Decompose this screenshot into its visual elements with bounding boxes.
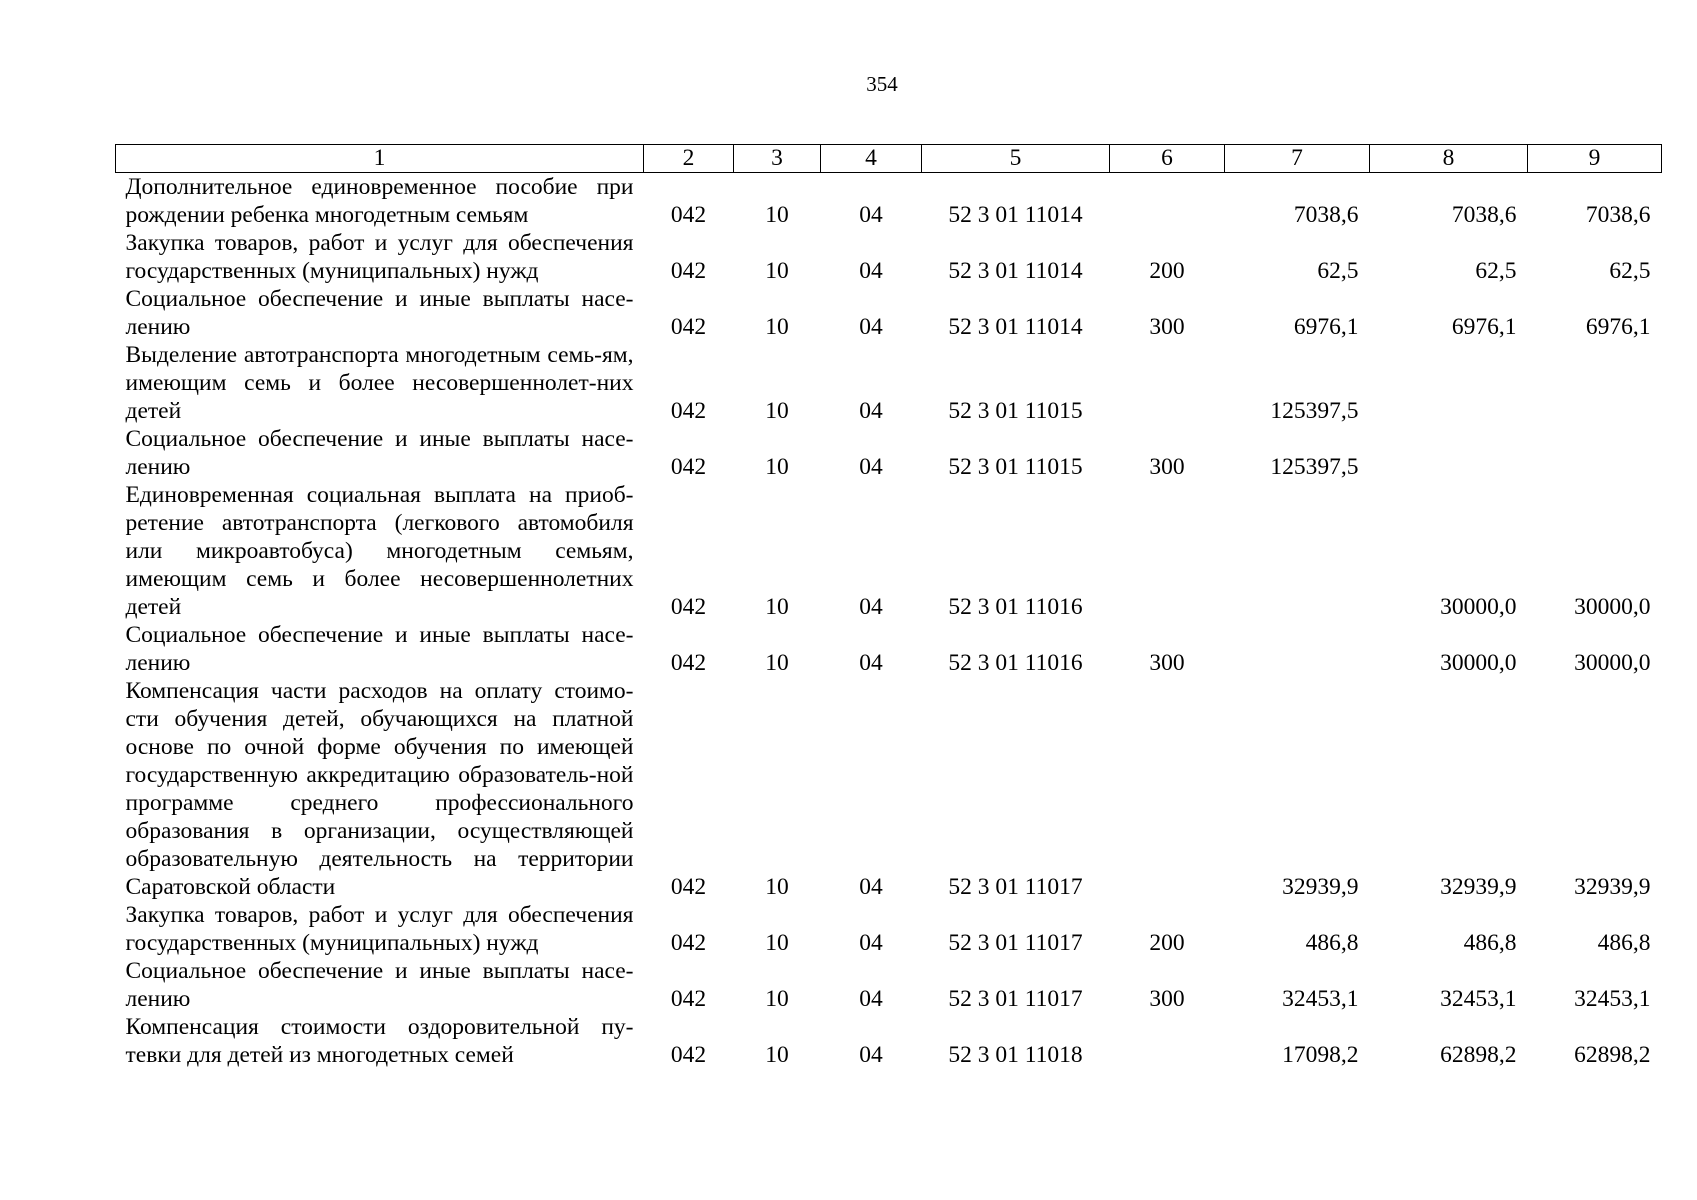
amount-col-8: 6976,1 xyxy=(1451,314,1517,340)
table-row xyxy=(116,173,1662,230)
section-code: 10 xyxy=(765,986,789,1012)
amount-col-8: 486,8 xyxy=(1463,930,1517,956)
amount-col-7: 486,8 xyxy=(1305,930,1359,956)
subsection-code: 04 xyxy=(859,454,883,480)
target-article-code: 52 3 01 11017 xyxy=(948,874,1083,900)
table-row xyxy=(116,1013,1662,1069)
subsection-code: 04 xyxy=(859,202,883,228)
section-code: 10 xyxy=(765,874,789,900)
column-header: 4 xyxy=(821,145,922,173)
amount-col-7: 62,5 xyxy=(1317,258,1359,284)
section-code: 10 xyxy=(765,650,789,676)
amount-col-7: 32453,1 xyxy=(1282,986,1359,1012)
target-article-code: 52 3 01 11014 xyxy=(948,258,1083,284)
subsection-code: 04 xyxy=(859,986,883,1012)
row-name: Выделение автотранспорта многодетным семь-ям, имеющим семь и более несовершеннолет-них детей xyxy=(125,342,634,424)
amount-col-9: 30000,0 xyxy=(1574,650,1651,676)
expense-type-code xyxy=(1110,1013,1225,1069)
table-row xyxy=(116,285,1662,341)
row-name: Компенсация части расходов на оплату стоимо-сти обучения детей, обучающихся на платной основе по очной форме обучения по имеющей государственную аккредитацию образователь-ной программе среднего профессионального образования в организации, осуществляющей образовательную деятельность на территории Саратовской области xyxy=(125,678,634,900)
subsection-code: 04 xyxy=(859,594,883,620)
admin-code: 042 xyxy=(670,650,707,676)
target-article-code: 52 3 01 11018 xyxy=(948,1042,1083,1068)
expense-type-code: 200 xyxy=(1149,258,1185,284)
table-row xyxy=(116,621,1662,677)
target-article-code: 52 3 01 11016 xyxy=(948,594,1083,620)
column-header: 3 xyxy=(734,145,821,173)
section-code: 10 xyxy=(765,1042,789,1068)
target-article-code: 52 3 01 11017 xyxy=(948,986,1083,1012)
admin-code: 042 xyxy=(670,454,707,480)
expense-type-code: 300 xyxy=(1149,650,1185,676)
amount-col-7: 6976,1 xyxy=(1293,314,1359,340)
section-code: 10 xyxy=(765,398,789,424)
admin-code: 042 xyxy=(670,594,707,620)
amount-col-8 xyxy=(1370,341,1528,425)
amount-col-9: 7038,6 xyxy=(1585,202,1651,228)
amount-col-9: 6976,1 xyxy=(1585,314,1651,340)
row-name: Социальное обеспечение и иные выплаты насе-лению xyxy=(125,286,634,340)
amount-col-9: 32453,1 xyxy=(1574,986,1651,1012)
column-header: 9 xyxy=(1528,145,1662,173)
expense-type-code: 300 xyxy=(1149,986,1185,1012)
row-name: Социальное обеспечение и иные выплаты насе-лению xyxy=(125,426,634,480)
budget-table xyxy=(115,144,1662,1069)
subsection-code: 04 xyxy=(859,874,883,900)
row-name: Дополнительное единовременное пособие при рождении ребенка многодетным семьям xyxy=(125,174,634,228)
table-row xyxy=(116,341,1662,425)
amount-col-9 xyxy=(1528,425,1662,481)
amount-col-7 xyxy=(1225,621,1370,677)
target-article-code: 52 3 01 11015 xyxy=(948,398,1083,424)
expense-type-code xyxy=(1110,173,1225,230)
amount-col-8: 30000,0 xyxy=(1440,594,1517,620)
subsection-code: 04 xyxy=(859,930,883,956)
admin-code: 042 xyxy=(670,986,707,1012)
admin-code: 042 xyxy=(670,314,707,340)
subsection-code: 04 xyxy=(859,650,883,676)
row-name: Единовременная социальная выплата на приоб-ретение автотранспорта (легкового автомобиля или микроавтобуса) многодетным семьям, имеющим семь и более несовершеннолетних детей xyxy=(125,482,634,620)
table-row xyxy=(116,229,1662,285)
section-code: 10 xyxy=(765,258,789,284)
target-article-code: 52 3 01 11014 xyxy=(948,202,1083,228)
expense-type-code xyxy=(1110,677,1225,901)
expense-type-code xyxy=(1110,481,1225,621)
column-header: 2 xyxy=(644,145,734,173)
amount-col-9: 62,5 xyxy=(1609,258,1651,284)
amount-col-8: 30000,0 xyxy=(1440,650,1517,676)
admin-code: 042 xyxy=(670,398,707,424)
row-name: Социальное обеспечение и иные выплаты насе-лению xyxy=(125,958,634,1012)
admin-code: 042 xyxy=(670,1042,707,1068)
amount-col-8: 7038,6 xyxy=(1451,202,1517,228)
amount-col-8 xyxy=(1370,425,1528,481)
row-name: Социальное обеспечение и иные выплаты насе-лению xyxy=(125,622,634,676)
amount-col-9: 32939,9 xyxy=(1574,874,1651,900)
table-row xyxy=(116,481,1662,621)
amount-col-8: 62,5 xyxy=(1475,258,1517,284)
expense-type-code xyxy=(1110,341,1225,425)
row-name: Закупка товаров, работ и услуг для обеспечения государственных (муниципальных) нужд xyxy=(125,902,634,956)
section-code: 10 xyxy=(765,454,789,480)
page-number: 354 xyxy=(866,72,898,96)
table-row xyxy=(116,957,1662,1013)
table-row xyxy=(116,901,1662,957)
target-article-code: 52 3 01 11015 xyxy=(948,454,1083,480)
table-row xyxy=(116,677,1662,901)
admin-code: 042 xyxy=(670,258,707,284)
expense-type-code: 200 xyxy=(1149,930,1185,956)
column-header: 8 xyxy=(1370,145,1528,173)
amount-col-7: 17098,2 xyxy=(1282,1042,1359,1068)
row-name: Компенсация стоимости оздоровительной пу-тевки для детей из многодетных семей xyxy=(125,1014,634,1068)
table-row xyxy=(116,425,1662,481)
section-code: 10 xyxy=(765,930,789,956)
amount-col-9: 62898,2 xyxy=(1574,1042,1651,1068)
target-article-code: 52 3 01 11016 xyxy=(948,650,1083,676)
amount-col-7: 125397,5 xyxy=(1270,398,1359,424)
section-code: 10 xyxy=(765,314,789,340)
amount-col-7: 125397,5 xyxy=(1270,454,1359,480)
admin-code: 042 xyxy=(670,874,707,900)
row-name: Закупка товаров, работ и услуг для обеспечения государственных (муниципальных) нужд xyxy=(125,230,634,284)
subsection-code: 04 xyxy=(859,1042,883,1068)
amount-col-8: 62898,2 xyxy=(1440,1042,1517,1068)
subsection-code: 04 xyxy=(859,258,883,284)
target-article-code: 52 3 01 11014 xyxy=(948,314,1083,340)
amount-col-8: 32939,9 xyxy=(1440,874,1517,900)
subsection-code: 04 xyxy=(859,398,883,424)
column-header: 6 xyxy=(1110,145,1225,173)
target-article-code: 52 3 01 11017 xyxy=(948,930,1083,956)
admin-code: 042 xyxy=(670,930,707,956)
amount-col-7: 7038,6 xyxy=(1293,202,1359,228)
amount-col-9: 30000,0 xyxy=(1574,594,1651,620)
amount-col-9: 486,8 xyxy=(1597,930,1651,956)
amount-col-7 xyxy=(1225,481,1370,621)
admin-code: 042 xyxy=(670,202,707,228)
amount-col-7: 32939,9 xyxy=(1282,874,1359,900)
amount-col-8: 32453,1 xyxy=(1440,986,1517,1012)
column-header: 7 xyxy=(1225,145,1370,173)
subsection-code: 04 xyxy=(859,314,883,340)
expense-type-code: 300 xyxy=(1149,314,1185,340)
section-code: 10 xyxy=(765,202,789,228)
expense-type-code: 300 xyxy=(1149,454,1185,480)
column-number-header xyxy=(116,145,1662,173)
amount-col-9 xyxy=(1528,341,1662,425)
column-header: 5 xyxy=(922,145,1110,173)
column-header: 1 xyxy=(116,145,644,173)
section-code: 10 xyxy=(765,594,789,620)
